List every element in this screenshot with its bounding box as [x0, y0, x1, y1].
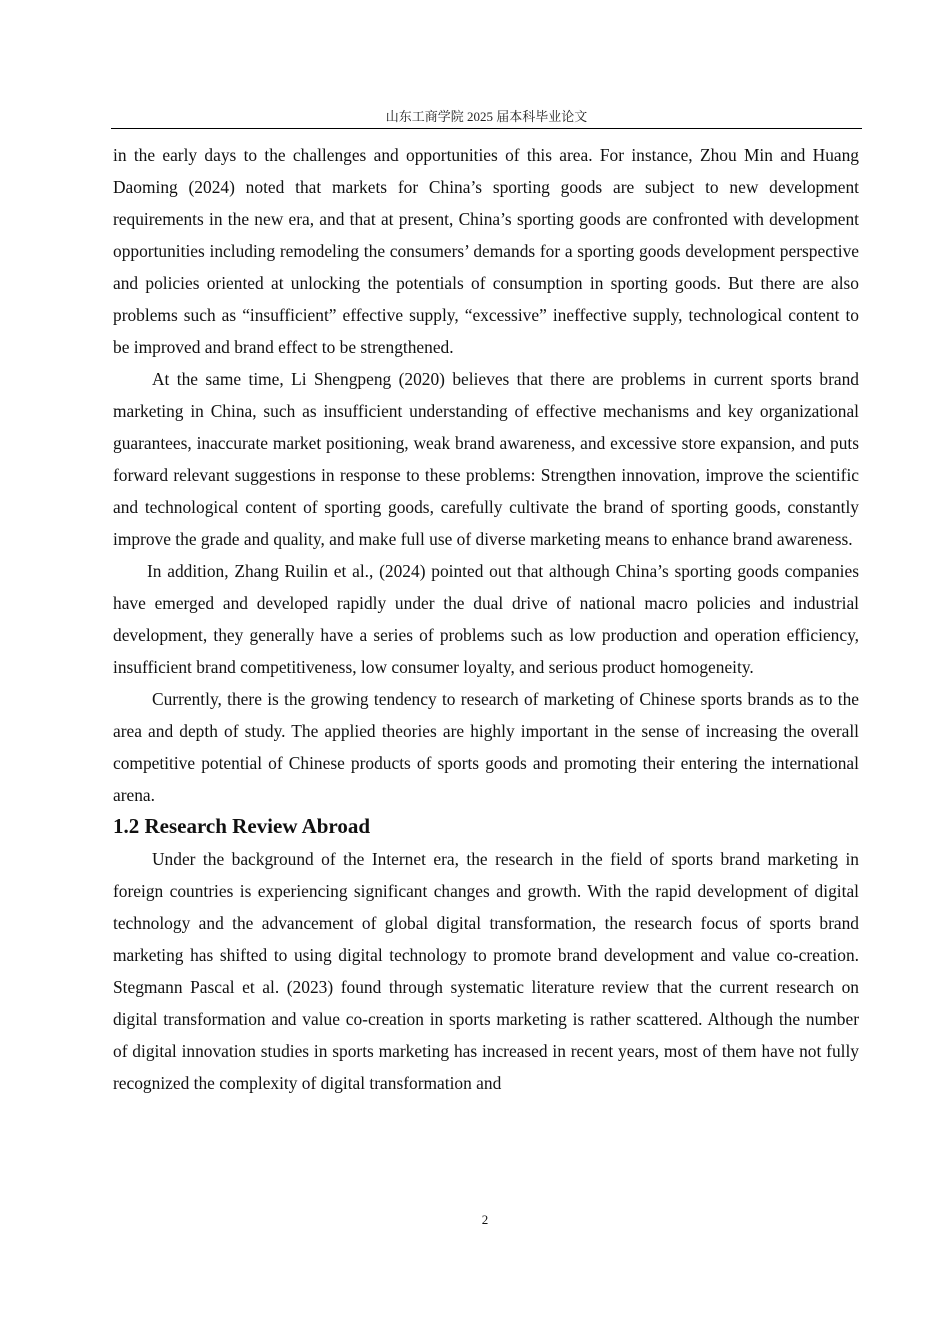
paragraph-research-abroad: Under the background of the Internet era, the research in the field of sports brand marketing in foreign countries is experiencing significant changes and growth. With the rapid development of digital technology and the advancement of global digital transformation, the research focus of sports brand marketing has shifted to using digital technology to promote brand development and value co-creation. Stegmann Pascal et al. (2023) found through systematic literature review that the current research on digital transformation and value co-creation in sports marketing is rather scattered. Although the number of digital innovation studies in sports marketing has increased in recent years, most of them have not fully recognized the complexity of digital transformation and	[113, 849, 859, 1093]
section-heading: 1.2 Research Review Abroad	[113, 814, 371, 838]
paragraph-continuation: in the early days to the challenges and opportunities of this area. For instance, Zhou Min and Huang Daoming (2024) noted that markets for China’s sporting goods are subject to new development requirements in the new era, and that at present, China’s sporting goods are confronted with development opportunities including remodeling the consumers’ demands for a sporting goods development perspective and policies oriented at unlocking the potentials of consumption in sporting goods. But there are also problems such as “insufficient” effective supply, “excessive” ineffective supply, technological content to be improved and brand effect to be strengthened.	[113, 145, 859, 357]
header-rule	[111, 128, 862, 129]
page-body	[113, 139, 859, 1099]
paragraph-zhang-ruilin: In addition, Zhang Ruilin et al., (2024) pointed out that although China’s sporting goods companies have emerged and developed rapidly under the dual drive of national macro policies and industrial development, they generally have a series of problems such as low production and operation efficiency, insufficient brand competitiveness, low consumer loyalty, and serious product homogeneity.	[113, 561, 859, 677]
paragraph-li-shengpeng: At the same time, Li Shengpeng (2020) believes that there are problems in current sports brand marketing in China, such as insufficient understanding of effective mechanisms and key organizational guarantees, inaccurate market positioning, weak brand awareness, and excessive store expansion, and puts forward relevant suggestions in response to these problems: Strengthen innovation, improve the scientific and technological content of sporting goods, carefully cultivate the brand of sporting goods, constantly improve the grade and quality, and make full use of diverse marketing means to enhance brand awareness.	[113, 369, 859, 549]
paragraph-currently: Currently, there is the growing tendency to research of marketing of Chinese sports brands as to the area and depth of study. The applied theories are highly important in the sense of increasing the overall competitive potential of Chinese products of sports goods and promoting their entering the international arena.	[113, 689, 859, 805]
running-header: 山东工商学院 2025 届本科毕业论文	[385, 109, 588, 124]
page-number: 2	[481, 1212, 489, 1227]
